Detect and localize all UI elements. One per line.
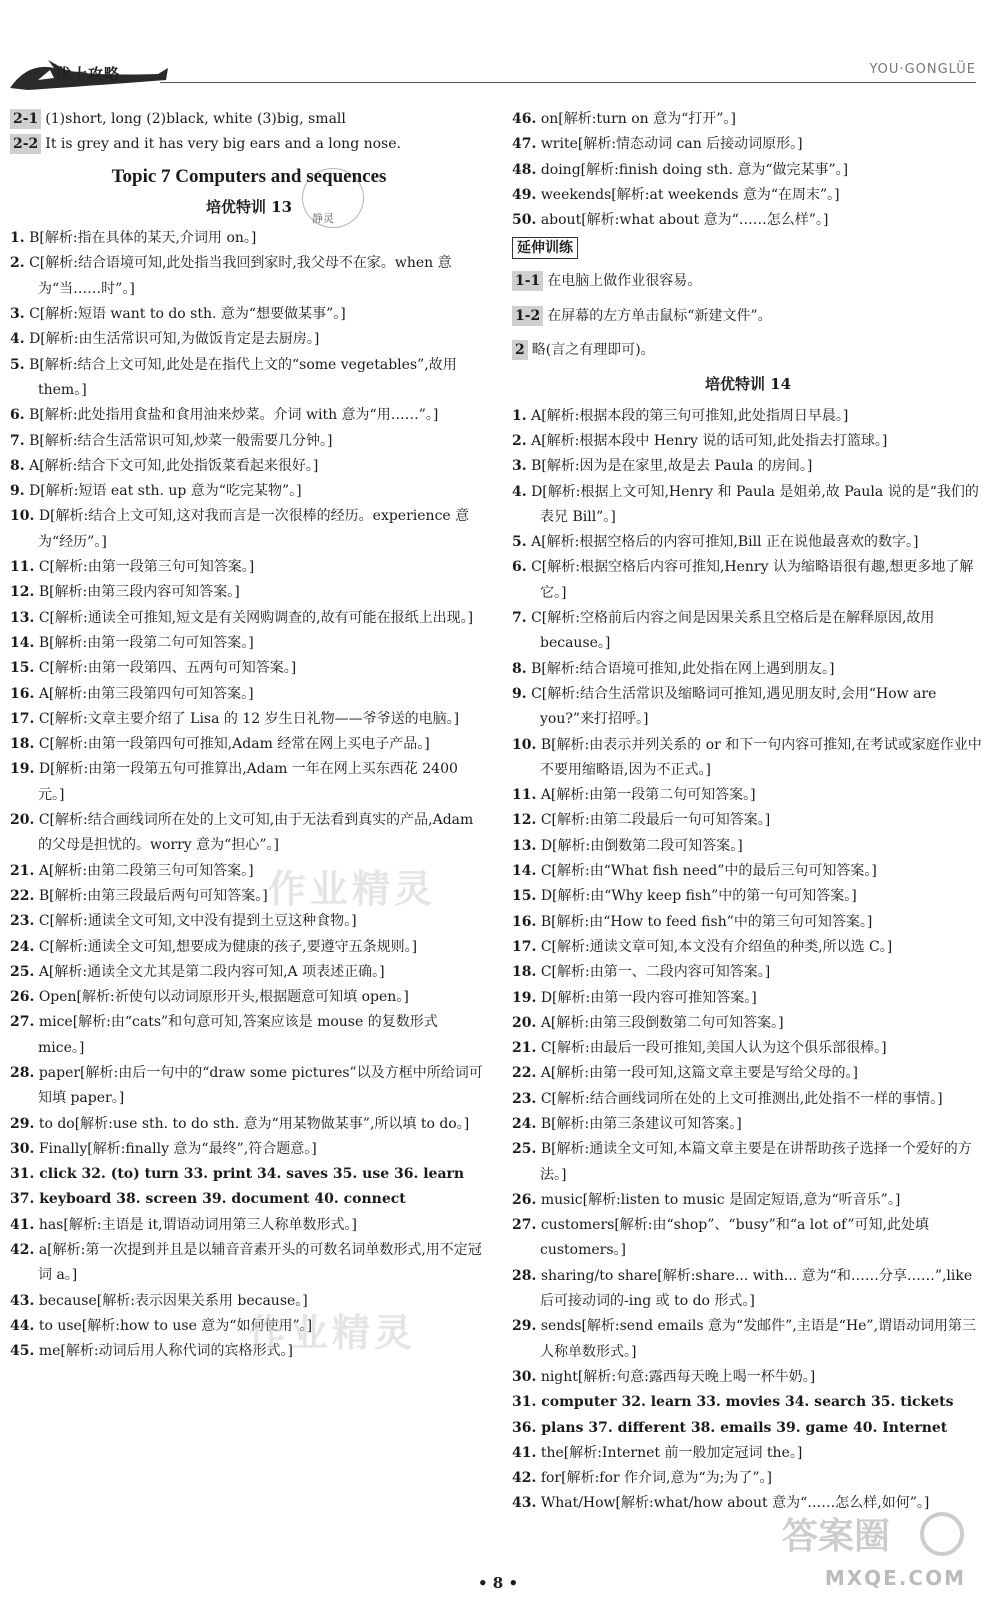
item-number: 2-1 <box>10 109 41 129</box>
item-number: 24. <box>10 938 35 955</box>
answer-item <box>512 429 984 454</box>
answer-item <box>512 986 984 1011</box>
item-text: D[解析:短语 eat sth. up 意为“吃完某物”。] <box>29 483 302 500</box>
answer-item <box>10 226 488 251</box>
item-number: 45. <box>10 1343 35 1360</box>
item-number: 16. <box>512 913 537 930</box>
item-number: 42. <box>512 1470 537 1487</box>
answer-item <box>512 1061 984 1086</box>
answer-item <box>512 606 984 657</box>
answer-item <box>10 1162 488 1187</box>
item-text: write[解析:情态动词 can 后接动词原形。] <box>540 136 803 153</box>
item-number: 21. <box>512 1040 537 1057</box>
answer-item <box>512 1416 984 1441</box>
item-text: B[解析:由第三段最后两句可知答案。] <box>38 887 268 904</box>
answer-item <box>512 884 984 909</box>
item-number: 4. <box>512 483 527 500</box>
item-number: 41. <box>10 1216 35 1233</box>
section-title-13: 培优特训 13 <box>205 197 293 216</box>
item-number: 6. <box>10 407 25 424</box>
item-text: C[解析:短语 want to do sth. 意为“想要做某事”。] <box>29 306 346 323</box>
answer-list-13 <box>10 226 488 1364</box>
item-text: C[解析:通读全文可知,文中没有提到土豆这种食物。] <box>38 913 357 930</box>
item-number: 9. <box>512 685 527 702</box>
item-text: B[解析:通读全文可知,本篇文章主要是在讲帮助孩子选择一个爱好的方法。] <box>540 1141 972 1183</box>
answer-item <box>512 530 984 555</box>
item-text: because[解析:表示因果关系用 because。] <box>38 1292 308 1309</box>
item-text: B[解析:结合生活常识可知,炒菜一般需要几分钟。] <box>29 432 333 449</box>
item-number: 19. <box>512 989 537 1006</box>
item-text: a[解析:第一次提到并且是以辅音音素开头的可数名词单数形式,用不定冠词 a。] <box>38 1242 482 1284</box>
watermark-2: 作业精灵 <box>248 1310 417 1355</box>
item-number: 4. <box>10 331 25 348</box>
item-number: 10. <box>10 508 35 525</box>
answer-item <box>512 269 984 294</box>
item-text: A[解析:根据本段的第三句可推知,此处指周日早晨。] <box>531 407 849 424</box>
item-number: 10. <box>512 736 537 753</box>
item-text: 在屏幕的左方单击鼠标“新建文件”。 <box>547 307 772 324</box>
corner-watermark-text: 答案圈 <box>782 1516 891 1557</box>
item-text: 在电脑上做作业很容易。 <box>547 273 702 290</box>
item-number: 5. <box>512 534 527 551</box>
page-header <box>0 0 996 100</box>
answer-item <box>512 859 984 884</box>
answer-item <box>10 1213 488 1238</box>
item-number: 7. <box>10 432 25 449</box>
item-text: to do[解析:use sth. to do sth. 意为“用某物做某事”,所以填 to do。] <box>38 1115 470 1132</box>
answer-item <box>512 338 984 363</box>
item-number: 26. <box>10 989 35 1006</box>
item-text: for[解析:for 作介词,意为“为;为了”。] <box>540 1470 772 1487</box>
item-text: C[解析:由“What fish need”中的最后三句可知答案。] <box>540 863 877 880</box>
answer-item <box>512 1036 984 1061</box>
item-number: 30. <box>10 1140 35 1157</box>
item-text: on[解析:turn on 意为“打开”。] <box>540 111 736 127</box>
answer-item <box>512 1441 984 1466</box>
item-text: music[解析:listen to music 是固定短语,意为“听音乐”。] <box>540 1191 901 1208</box>
item-text: to use[解析:how to use 意为“如何使用”。] <box>38 1317 313 1334</box>
item-number: 28. <box>512 1267 537 1284</box>
answer-item <box>10 656 488 681</box>
item-number: 43. <box>512 1495 537 1512</box>
item-text: C[解析:空格前后内容之间是因果关系且空格后是在解释原因,故用 because。] <box>531 610 935 652</box>
answer-item <box>10 327 488 352</box>
item-number: 16. <box>10 685 35 702</box>
item-number: 41. <box>512 1444 537 1461</box>
item-number: 26. <box>512 1191 537 1208</box>
answer-item <box>512 960 984 985</box>
item-number: 23. <box>512 1090 537 1107</box>
item-number: 1. <box>512 407 527 424</box>
header-divider <box>160 82 976 83</box>
item-text: C[解析:结合画线词所在处的上文可知,由于无法看到真实的产品,Adam 的父母是担忧的。worry 意为“担心”。] <box>38 812 474 854</box>
extension-list <box>512 269 984 363</box>
answer-item <box>512 158 984 183</box>
answer-item <box>10 707 488 732</box>
item-text: C[解析:通读全文可知,想要成为健康的孩子,要遵守五条规则。] <box>38 938 418 955</box>
item-text: B[解析:结合上文可知,此处是在指代上文的“some vegetables”,故用 them。] <box>29 356 457 398</box>
item-number: 48. <box>512 161 537 178</box>
logo-text: 优十攻略 <box>56 65 121 83</box>
corner-watermark-sub: MXQE.COM <box>824 1566 966 1590</box>
answer-item <box>512 1466 984 1491</box>
item-number: 2. <box>512 432 527 449</box>
item-text: D[解析:结合上文可知,这对我而言是一次很棒的经历。experience 意为“经历”。] <box>38 508 470 550</box>
item-number: 8. <box>512 660 527 677</box>
answer-item <box>512 304 984 329</box>
answer-item <box>512 1188 984 1213</box>
item-text: It is grey and it has very big ears and a long nose. <box>45 136 401 153</box>
item-text: 31. computer 32. learn 33. movies 34. search 35. tickets <box>512 1394 954 1411</box>
answer-item <box>512 183 984 208</box>
item-text: B[解析:此处指用食盐和食用油来炒菜。介词 with 意为“用……”。] <box>29 407 439 424</box>
answer-item <box>10 251 488 302</box>
item-number: 13. <box>512 837 537 854</box>
item-number: 44. <box>10 1317 35 1334</box>
item-text: 略(言之有理即可)。 <box>531 342 655 359</box>
item-number: 3. <box>10 306 25 323</box>
topic-title: Topic 7 Computers and sequences <box>111 165 387 187</box>
item-number: 29. <box>512 1318 537 1335</box>
answer-item <box>10 132 488 157</box>
item-text: Finally[解析:finally 意为“最终”,符合题意。] <box>38 1140 317 1157</box>
item-text: Open[解析:祈使句以动词原形开头,根据题意可知填 open。] <box>38 989 409 1006</box>
answer-item <box>10 985 488 1010</box>
answer-item <box>10 580 488 605</box>
answer-item <box>10 808 488 859</box>
item-text: 36. plans 37. different 38. emails 39. game 40. Internet <box>512 1419 948 1436</box>
answer-list-13-cont <box>512 107 984 233</box>
answer-item <box>512 783 984 808</box>
right-column <box>512 107 984 1517</box>
item-text: A[解析:通读全文尤其是第二段内容可知,A 项表述正确。] <box>38 963 385 980</box>
item-text: B[解析:因为是在家里,故是去 Paula 的房间。] <box>531 458 813 475</box>
answer-item <box>512 657 984 682</box>
item-number: 22. <box>512 1065 537 1082</box>
answer-item <box>512 808 984 833</box>
item-number: 15. <box>10 660 35 677</box>
item-number: 25. <box>10 963 35 980</box>
item-number: 1-2 <box>512 306 543 326</box>
item-text: A[解析:由第三段第四句可知答案。] <box>38 685 254 702</box>
answer-item <box>10 107 488 132</box>
item-text: C[解析:由第二段最后一句可知答案。] <box>540 812 771 829</box>
item-text: A[解析:根据空格后的内容可推知,Bill 正在说他最喜欢的数字。] <box>531 534 919 551</box>
item-number: 15. <box>512 888 537 905</box>
item-number: 21. <box>10 862 35 879</box>
item-text: B[解析:由第三条建议可知答案。] <box>540 1115 742 1132</box>
item-number: 49. <box>512 186 537 203</box>
answer-item <box>10 1061 488 1112</box>
item-text: C[解析:通读文章可知,本文没有介绍鱼的种类,所以选 C。] <box>540 938 893 955</box>
answer-item <box>512 1314 984 1365</box>
item-text: B[解析:由第三段内容可知答案。] <box>38 584 240 601</box>
item-number: 2. <box>10 255 25 272</box>
answer-item <box>512 1137 984 1188</box>
item-text: B[解析:指在具体的某天,介词用 on。] <box>29 230 257 247</box>
stamp-text: 静灵 <box>312 212 334 225</box>
answer-item <box>512 404 984 429</box>
item-number: 2 <box>512 340 528 360</box>
item-text: mice[解析:由“cats”和句意可知,答案应该是 mouse 的复数形式 mice。] <box>38 1014 438 1056</box>
item-number: 43. <box>10 1292 35 1309</box>
answer-item <box>512 935 984 960</box>
answer-item <box>10 429 488 454</box>
item-number: 1. <box>10 230 25 247</box>
answer-item <box>10 403 488 428</box>
item-number: 18. <box>10 736 35 753</box>
answer-item <box>10 682 488 707</box>
item-text: has[解析:主语是 it,谓语动词用第三人称单数形式。] <box>38 1216 358 1233</box>
item-number: 17. <box>10 710 35 727</box>
answer-item <box>10 454 488 479</box>
item-number: 13. <box>10 609 35 626</box>
item-number: 8. <box>10 457 25 474</box>
watermark-1: 作业精灵 <box>268 866 437 911</box>
item-text: D[解析:根据上文可知,Henry 和 Paula 是姐弟,故 Paula 说的是“我们的表兄 Bill”。] <box>531 483 979 525</box>
item-number: 47. <box>512 136 537 153</box>
item-text: 31. click 32. (to) turn 33. print 34. saves 35. use 36. learn <box>10 1166 465 1183</box>
item-number: 17. <box>512 938 537 955</box>
brand-name: YOU·GONGLÜE <box>869 62 976 77</box>
answer-item <box>512 107 984 132</box>
item-text: C[解析:通读全可推知,短文是有关网购调查的,故有可能在报纸上出现。] <box>38 609 474 626</box>
answer-item <box>10 1010 488 1061</box>
item-number: 20. <box>512 1014 537 1031</box>
item-text: night[解析:句意:露西每天晚上喝一杯牛奶。] <box>540 1368 816 1385</box>
item-number: 24. <box>512 1115 537 1132</box>
item-text: D[解析:由“Why keep fish”中的第一句可知答案。] <box>540 888 857 905</box>
item-number: 9. <box>10 483 25 500</box>
answer-item <box>10 504 488 555</box>
answer-item <box>10 1238 488 1289</box>
answer-item <box>10 935 488 960</box>
answer-item <box>512 1264 984 1315</box>
item-number: 46. <box>512 111 537 127</box>
item-number: 5. <box>10 356 25 373</box>
item-number: 7. <box>512 610 527 627</box>
item-text: What/How[解析:what/how about 意为“……怎么样,如何”。] <box>540 1495 930 1512</box>
answer-item <box>512 1365 984 1390</box>
item-number: 42. <box>10 1242 35 1259</box>
answer-list-14 <box>512 404 984 1517</box>
item-text: 37. keyboard 38. screen 39. document 40. connect <box>10 1191 406 1208</box>
answer-item <box>10 732 488 757</box>
left-column <box>10 107 488 1365</box>
item-number: 3. <box>512 458 527 475</box>
item-number: 27. <box>512 1217 537 1234</box>
item-text: weekends[解析:at weekends 意为“在周末”。] <box>540 186 840 203</box>
answer-item <box>10 302 488 327</box>
answer-item <box>10 631 488 656</box>
item-number: 1-1 <box>512 271 543 291</box>
answer-item <box>10 479 488 504</box>
answer-item <box>10 1187 488 1212</box>
item-number: 12. <box>10 584 35 601</box>
item-number: 30. <box>512 1368 537 1385</box>
item-number: 11. <box>10 559 35 576</box>
item-number: 28. <box>10 1064 35 1081</box>
item-text: C[解析:由第一段第四句可推知,Adam 经常在网上买电子产品。] <box>38 736 430 753</box>
corner-watermark-icon <box>772 1508 972 1560</box>
answer-item <box>512 132 984 157</box>
item-number: 18. <box>512 964 537 981</box>
item-number: 29. <box>10 1115 35 1132</box>
item-text: D[解析:由倒数第二段可知答案。] <box>540 837 743 854</box>
item-text: B[解析:由第一段第二句可知答案。] <box>38 634 254 651</box>
item-text: sharing/to share[解析:share... with... 意为“和……分享……”,like 后可接动词的-ing 或 to do 形式。] <box>540 1267 973 1310</box>
answer-item <box>512 1390 984 1415</box>
item-text: B[解析:结合语境可推知,此处指在网上遇到朋友。] <box>531 660 835 677</box>
item-text: B[解析:由表示并列关系的 or 和下一句内容可推知,在考试或家庭作业中不要用缩略语,因为不正式。] <box>540 736 982 778</box>
item-number: 25. <box>512 1141 537 1158</box>
answer-item <box>512 682 984 733</box>
item-text: C[解析:由第一段第三句可知答案。] <box>38 559 255 576</box>
item-text: A[解析:由第三段倒数第二句可知答案。] <box>540 1014 784 1031</box>
answer-item <box>512 454 984 479</box>
item-number: 50. <box>512 212 537 229</box>
item-text: doing[解析:finish doing sth. 意为“做完某事”。] <box>540 161 849 178</box>
item-text: A[解析:结合下文可知,此处指饭菜看起来很好。] <box>29 457 319 474</box>
answer-item <box>10 1137 488 1162</box>
item-number: 19. <box>10 761 35 778</box>
item-text: D[解析:由生活常识可知,为做饭肯定是去厨房。] <box>29 331 320 348</box>
answer-item <box>512 555 984 606</box>
answer-item <box>10 606 488 631</box>
item-text: the[解析:Internet 前一般加定冠词 the。] <box>540 1444 803 1461</box>
answer-item <box>512 1213 984 1264</box>
extension-label: 延伸训练 <box>512 237 578 259</box>
answer-item <box>512 1011 984 1036</box>
answer-item <box>10 1112 488 1137</box>
item-text: A[解析:由第二段第三句可知答案。] <box>38 862 254 879</box>
item-text: C[解析:由第一段第四、五两句可知答案。] <box>38 660 297 677</box>
item-number: 14. <box>10 634 35 651</box>
item-text: D[解析:由第一段内容可推知答案。] <box>540 989 757 1006</box>
answer-item <box>512 910 984 935</box>
item-text: C[解析:由第一、二段内容可知答案。] <box>540 964 771 981</box>
item-text: about[解析:what about 意为“……怎么样”。] <box>540 212 829 229</box>
item-text: sends[解析:send emails 意为“发邮件”,主语是“He”,谓语动词用第三人称单数形式。] <box>540 1318 977 1360</box>
item-number: 27. <box>10 1014 35 1031</box>
item-text: me[解析:动词后用人称代词的宾格形式。] <box>38 1343 294 1360</box>
section-title-14: 培优特训 14 <box>704 375 792 394</box>
answer-item <box>512 480 984 531</box>
answer-item <box>10 353 488 404</box>
item-text: A[解析:由第一段第二句可知答案。] <box>540 787 756 804</box>
item-text: C[解析:结合生活常识及缩略词可推知,遇见朋友时,会用“How are you?”来打招呼。] <box>531 685 937 728</box>
item-text: C[解析:由最后一段可推知,美国人认为这个俱乐部很棒。] <box>540 1040 887 1057</box>
answer-item <box>10 960 488 985</box>
answer-item <box>512 208 984 233</box>
item-text: C[解析:根据空格后内容可推知,Henry 认为缩略语很有趣,想更多地了解它。] <box>531 559 974 601</box>
answer-item <box>512 1112 984 1137</box>
item-number: 22. <box>10 887 35 904</box>
item-text: paper[解析:由后一句中的“draw some pictures”以及方框中所给词可知填 paper。] <box>38 1064 483 1107</box>
answer-item <box>512 1087 984 1112</box>
item-number: 11. <box>512 787 537 804</box>
item-text: B[解析:由“How to feed fish”中的第三句可知答案。] <box>540 913 873 930</box>
item-text: C[解析:结合语境可知,此处指当我回到家时,我父母不在家。when 意为“当……时”。] <box>29 255 452 297</box>
pre-answers <box>10 107 488 158</box>
item-number: 14. <box>512 863 537 880</box>
item-number: 23. <box>10 913 35 930</box>
item-text: customers[解析:由“shop”、“busy”和“a lot of”可知,此处填 customers。] <box>540 1217 930 1259</box>
answer-item <box>512 733 984 784</box>
item-number: 6. <box>512 559 527 576</box>
item-text: C[解析:文章主要介绍了 Lisa 的 12 岁生日礼物——爷爷送的电脑。] <box>38 710 460 727</box>
answer-item <box>512 834 984 859</box>
answer-item <box>10 555 488 580</box>
item-number: 20. <box>10 812 35 829</box>
item-text: D[解析:由第一段第五句可推算出,Adam 一年在网上买东西花 2400 元。] <box>38 761 458 803</box>
item-text: A[解析:由第一段可知,这篇文章主要是写给父母的。] <box>540 1065 859 1082</box>
page-number: • 8 • <box>477 1574 519 1592</box>
item-text: A[解析:根据本段中 Henry 说的话可知,此处指去打篮球。] <box>531 432 888 449</box>
item-text: (1)short, long (2)black, white (3)big, small <box>45 111 346 127</box>
item-number: 12. <box>512 812 537 829</box>
answer-item <box>10 757 488 808</box>
item-number: 2-2 <box>10 134 41 154</box>
item-text: C[解析:结合画线词所在处的上文可推测出,此处指不一样的事情。] <box>540 1090 943 1107</box>
